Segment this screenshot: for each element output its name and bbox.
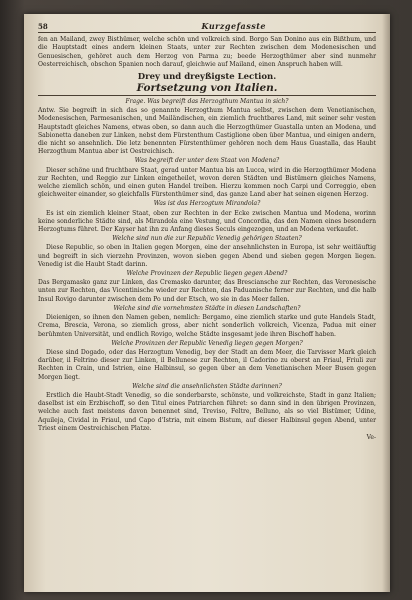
answer-paragraph: Dieser schöne und fruchtbare Staat, gerad unter Mantua bis an Lucca, wird in die Herzogthümer Modena zur Rechten, und Reggio zur Linken eingetheilet, wovon deren Städten und Bistümern gleiches Namens, welche ziemlich schön, und einen guten Handel treiben. Hierzu kommen noch Carpi und Correggio, eben gleichweiter einander, so gleichfalls Fürstenthümer sind, das ganze Land aber hat seinen eigenen Herzog. [38,166,376,199]
question-line: Welche sind die vornehmsten Städte in diesen Landschaften? [113,304,301,312]
page-body [38,98,376,433]
question-line: Frage. Was begreift das Herzogthum Mantua in sich? [125,98,289,106]
page-gutter-shadow [382,14,390,592]
answer-paragraph: Es ist ein ziemlich kleiner Staat, oben zur Rechten in der Ecke zwischen Mantua und Modena, worinn keine sonderliche Städte sind, als Mirandola eine Vestung, und Concordia, das den Namen eines besondern Herzogtums führet. Der Kayser hat ihn zu Anfang dieses Seculs eingezogen, und an Modena verkaufet. [38,209,376,234]
catchword: Ve- [366,433,376,441]
book-page [24,14,390,592]
lesson-title: Drey und dreyßigste Lection. [137,72,277,83]
intro-paragraph: fen an Mailand, zwey Bisthümer, welche schön und volkreich sind. Borgo San Donino aus ein Bißthum, und die Hauptstadt eines andern kleinen Staats, unter zur Rechten zwischen dem Modenesischen und Genuesischen, gehöret auch dem Herzog von Parma zu; beede Herzogthümer aber sind nunmehr Oesterreichisch, obschon Spanien noch darauf, gleichwie auf Mailand, einen Anspruch haben will. [38,36,376,68]
question-line: Was begreift der unter dem Staat von Modena? [134,157,280,165]
page-number: 58 [38,22,48,31]
question-line: Was ist das Herzogtum Mirandola? [153,200,261,208]
answer-paragraph: Diese sind Dogado, oder das Herzogtum Venedig, bey der Stadt an dem Meer, die Tarvisser Mark gleich darüber, il Feltrino dieser zur Linken, il Bellunese zur Rechten, il Cadorino zu oberst an Friaul, Friuli zur Rechten in Crain, und Istrien, eine Halbinsul, so gegen über an dem Venetianischen Meer Busen gegen Morgen liegt. [38,348,376,381]
page-header [38,22,376,33]
answer-paragraph: Antw. Sie begreift in sich das so genannte Herzogthum Mantua selbst, zwischen dem Venetianischen, Modenesischen, Parmesanischen, und Mailändischen, ein ziemlich fruchtbares Land, mit seiner sehr vesten Hauptstadt gleiches Namens, etwas oben, so dann auch die Herzogthümer Guastalla unten an Modena, und Sabionetta daneben zur Linken, nebst dem Fürstenthum Castiglione oben über Mantua, und einigen andern, die nicht so ansehnlich. Die letz benennten Fürstenthümer gehören noch dem Haus Guastalla, das Haubt Herzogthum Mantua aber ist Oestreichisch. [38,107,376,156]
answer-paragraph: Diese Republic, so oben in Italien gegen Morgen, eine der ansehnlichsten in Europa, ist sehr weitläuftig und begreift in sich vierzehn Provinzen, wovon sieben gegen Abend und sieben gegen Morgen liegen. Venedig ist die Haubt Stadt darinn. [38,244,376,268]
question-line: Welche sind die ansehnlichsten Städte darinnen? [132,382,282,390]
answer-paragraph: Dieienigen, so ihnen den Namen geben, nemlich: Bergamo, eine ziemlich starke und gute Handels Stadt, Crema, Brescia, Verona, so ziemlich gross, aber nicht sonderlich volkreich, Vicenza, Padua mit einer berühmten Universität, und endlich Rovigo, welche Städte insgesamt jede ihren Bischoff haben. [38,314,376,338]
page-text-block [38,22,376,442]
question-line: Welche Provinzen der Republic liegen gegen Abend? [126,270,288,278]
running-head: Kurzgefasste [201,21,266,31]
answer-paragraph: Das Bergamasko ganz zur Linken, das Cremasko darunter, das Bresciansche zur Rechten, das Veronesische unten zur Rechten, das Vicentinische wieder zur Rechten, das Paduanische ferner zur Rechten, und die halb Insul Rovigo darunter zwischen dem Po und der Etsch, wo sie in das Meer fallen. [38,279,376,303]
section-title: Fortsetzung von Italien. [136,82,278,95]
section-rule [38,95,376,96]
question-line: Welche sind nun die zur Republic Venedig gehörigen Staaten? [112,235,302,243]
question-line: Welche Provinzen der Republic Venedig liegen gegen Morgen? [111,339,303,347]
answer-paragraph: Erstlich die Haubt-Stadt Venedig, so die sonderbarste, schönste, und volkreichste, Stadt in ganz Italien; daselbst ist ein Erzbischoff, so den Titul eines Patriarchen führet: so dann sind in den übrigen Provinzen, welche auch fast meistens davon benennet sind, Treviso, Feltre, Belluno, als so viel Bistümer, Udine, Aquileja, Cividal in Friaul, und Capo d'Istria, mit einem Bistum, auf dieser Halbinsul gegen Abend, unter Triest einem Oestreichischen Platze. [38,391,376,432]
